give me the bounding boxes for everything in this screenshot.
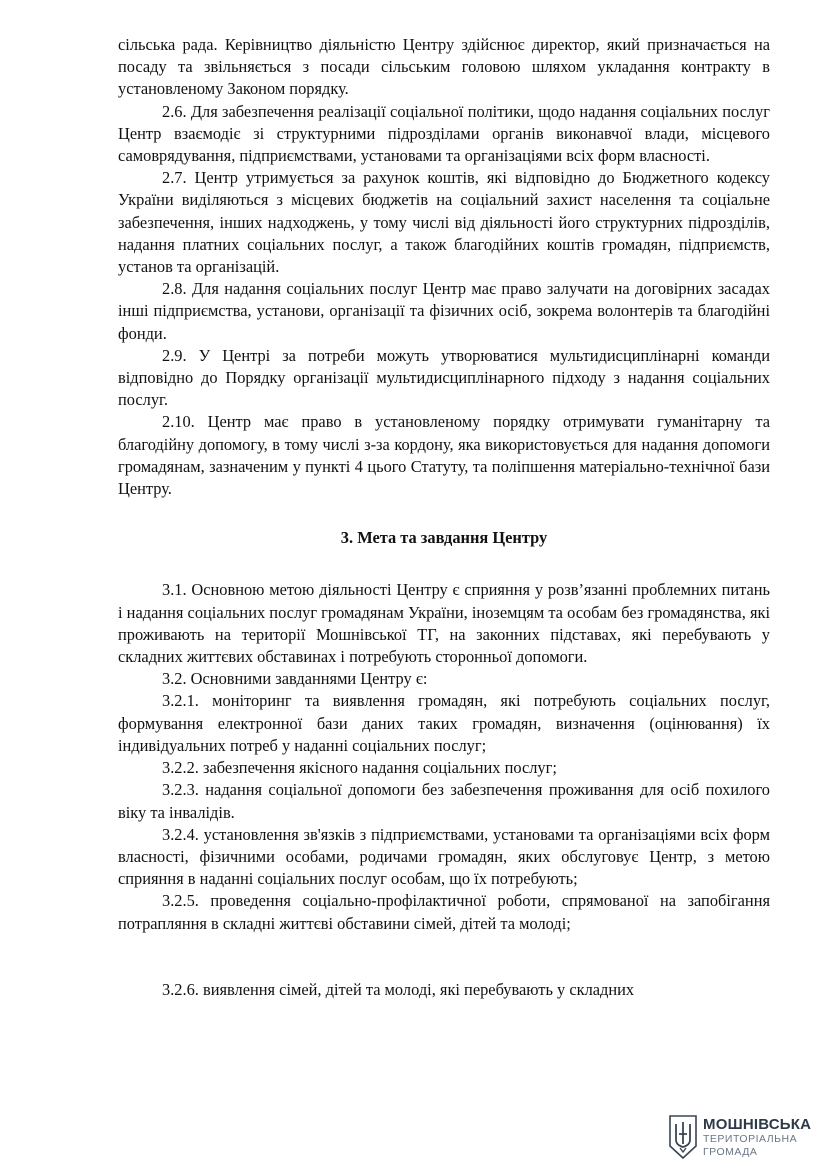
trident-icon (668, 1114, 698, 1160)
paragraph-3-2-5: 3.2.5. проведення соціально-профілактичної роботи, спрямованої на запобігання потрапляння в складні життєві обставини сімей, дітей та молоді; (118, 891, 770, 933)
community-logo (668, 1112, 818, 1162)
paragraph-continuation: сільська рада. Керівництво діяльністю Центру здійснює директор, який призначається на посаду та звільняється з посади сільським головою шляхом укладання контракту в установленому Законом порядку. (118, 35, 770, 99)
logo-subtitle-line1: ТЕРИТОРІАЛЬНА (703, 1133, 798, 1145)
paragraph-3-2-4: 3.2.4. установлення зв'язків з підприємствами, установами та організаціями всіх форм власності, фізичними особами, родичами громадян, яких обслуговує Центр, з метою сприяння в наданні соціальних послуг особам, що їх потребують; (118, 824, 770, 889)
document-body (118, 34, 770, 1001)
paragraph-2-6: 2.6. Для забезпечення реалізації соціальної політики, щодо надання соціальних послуг Центр взаємодіє зі структурними підрозділами органів виконавчої влади, місцевого самоврядування, підприємствами, установами та організаціями всіх форм власності. (118, 101, 770, 166)
paragraph-2-10: 2.10. Центр має право в установленому порядку отримувати гуманітарну та благодійну допомогу, в тому числі з-за кордону, яка використовується для надання допомоги громадянам, зазначеним у пункті 4 цього Статуту, та поліпшення матеріально-технічної бази Центру. (118, 412, 770, 499)
paragraph-3-2: 3.2. Основними завданнями Центру є: (162, 669, 428, 689)
blank-gap (118, 935, 770, 979)
section-heading: 3. Мета та завдання Центру (340, 528, 548, 548)
logo-subtitle-line2: ГРОМАДА (703, 1145, 758, 1158)
paragraph-2-8: 2.8. Для надання соціальних послуг Центр має право залучати на договірних засадах інші підприємства, установи, організації та фізичних осіб, зокрема волонтерів та благодійні фонди. (118, 279, 770, 343)
paragraph-3-2-3: 3.2.3. надання соціальної допомоги без забезпечення проживання для осіб похилого віку та інвалідів. (118, 780, 770, 822)
paragraph-3-1: 3.1. Основною метою діяльності Центру є сприяння у розв’язанні проблемних питань і надання соціальних послуг громадянам України, іноземцям та особам без громадянства, які проживають на території Мошнівської ТГ, на законних підставах, які перебувають у складних життєвих обставинах і потребують сторонньої допомоги. (118, 580, 770, 667)
paragraph-3-2-2: 3.2.2. забезпечення якісного надання соціальних послуг; (162, 758, 557, 778)
logo-text (703, 1117, 811, 1157)
paragraph-2-9: 2.9. У Центрі за потреби можуть утворюватися мультидисциплінарні команди відповідно до Порядку організації мультидисциплінарного підходу з надання соціальних послуг. (118, 345, 770, 410)
paragraph-3-2-1: 3.2.1. моніторинг та виявлення громадян, які потребують соціальних послуг, формування електронної бази даних таких громадян, визначення (оцінювання) їх індивідуальних потреб у наданні соціальних послуг; (118, 691, 770, 755)
paragraph-3-2-6: 3.2.6. виявлення сімей, дітей та молоді, які перебувають у складних (162, 979, 635, 999)
paragraph-2-7: 2.7. Центр утримується за рахунок коштів, які відповідно до Бюджетного кодексу України виділяються з місцевих бюджетів на соціальний захист населення та соціальне забезпечення, інших надходжень, у тому числі від діяльності його структурних підрозділів, надання платних соціальних послуг, а також благодійних коштів громадян, підприємств, установ та організацій. (118, 168, 770, 277)
logo-title: МОШНІВСЬКА (703, 1116, 812, 1133)
